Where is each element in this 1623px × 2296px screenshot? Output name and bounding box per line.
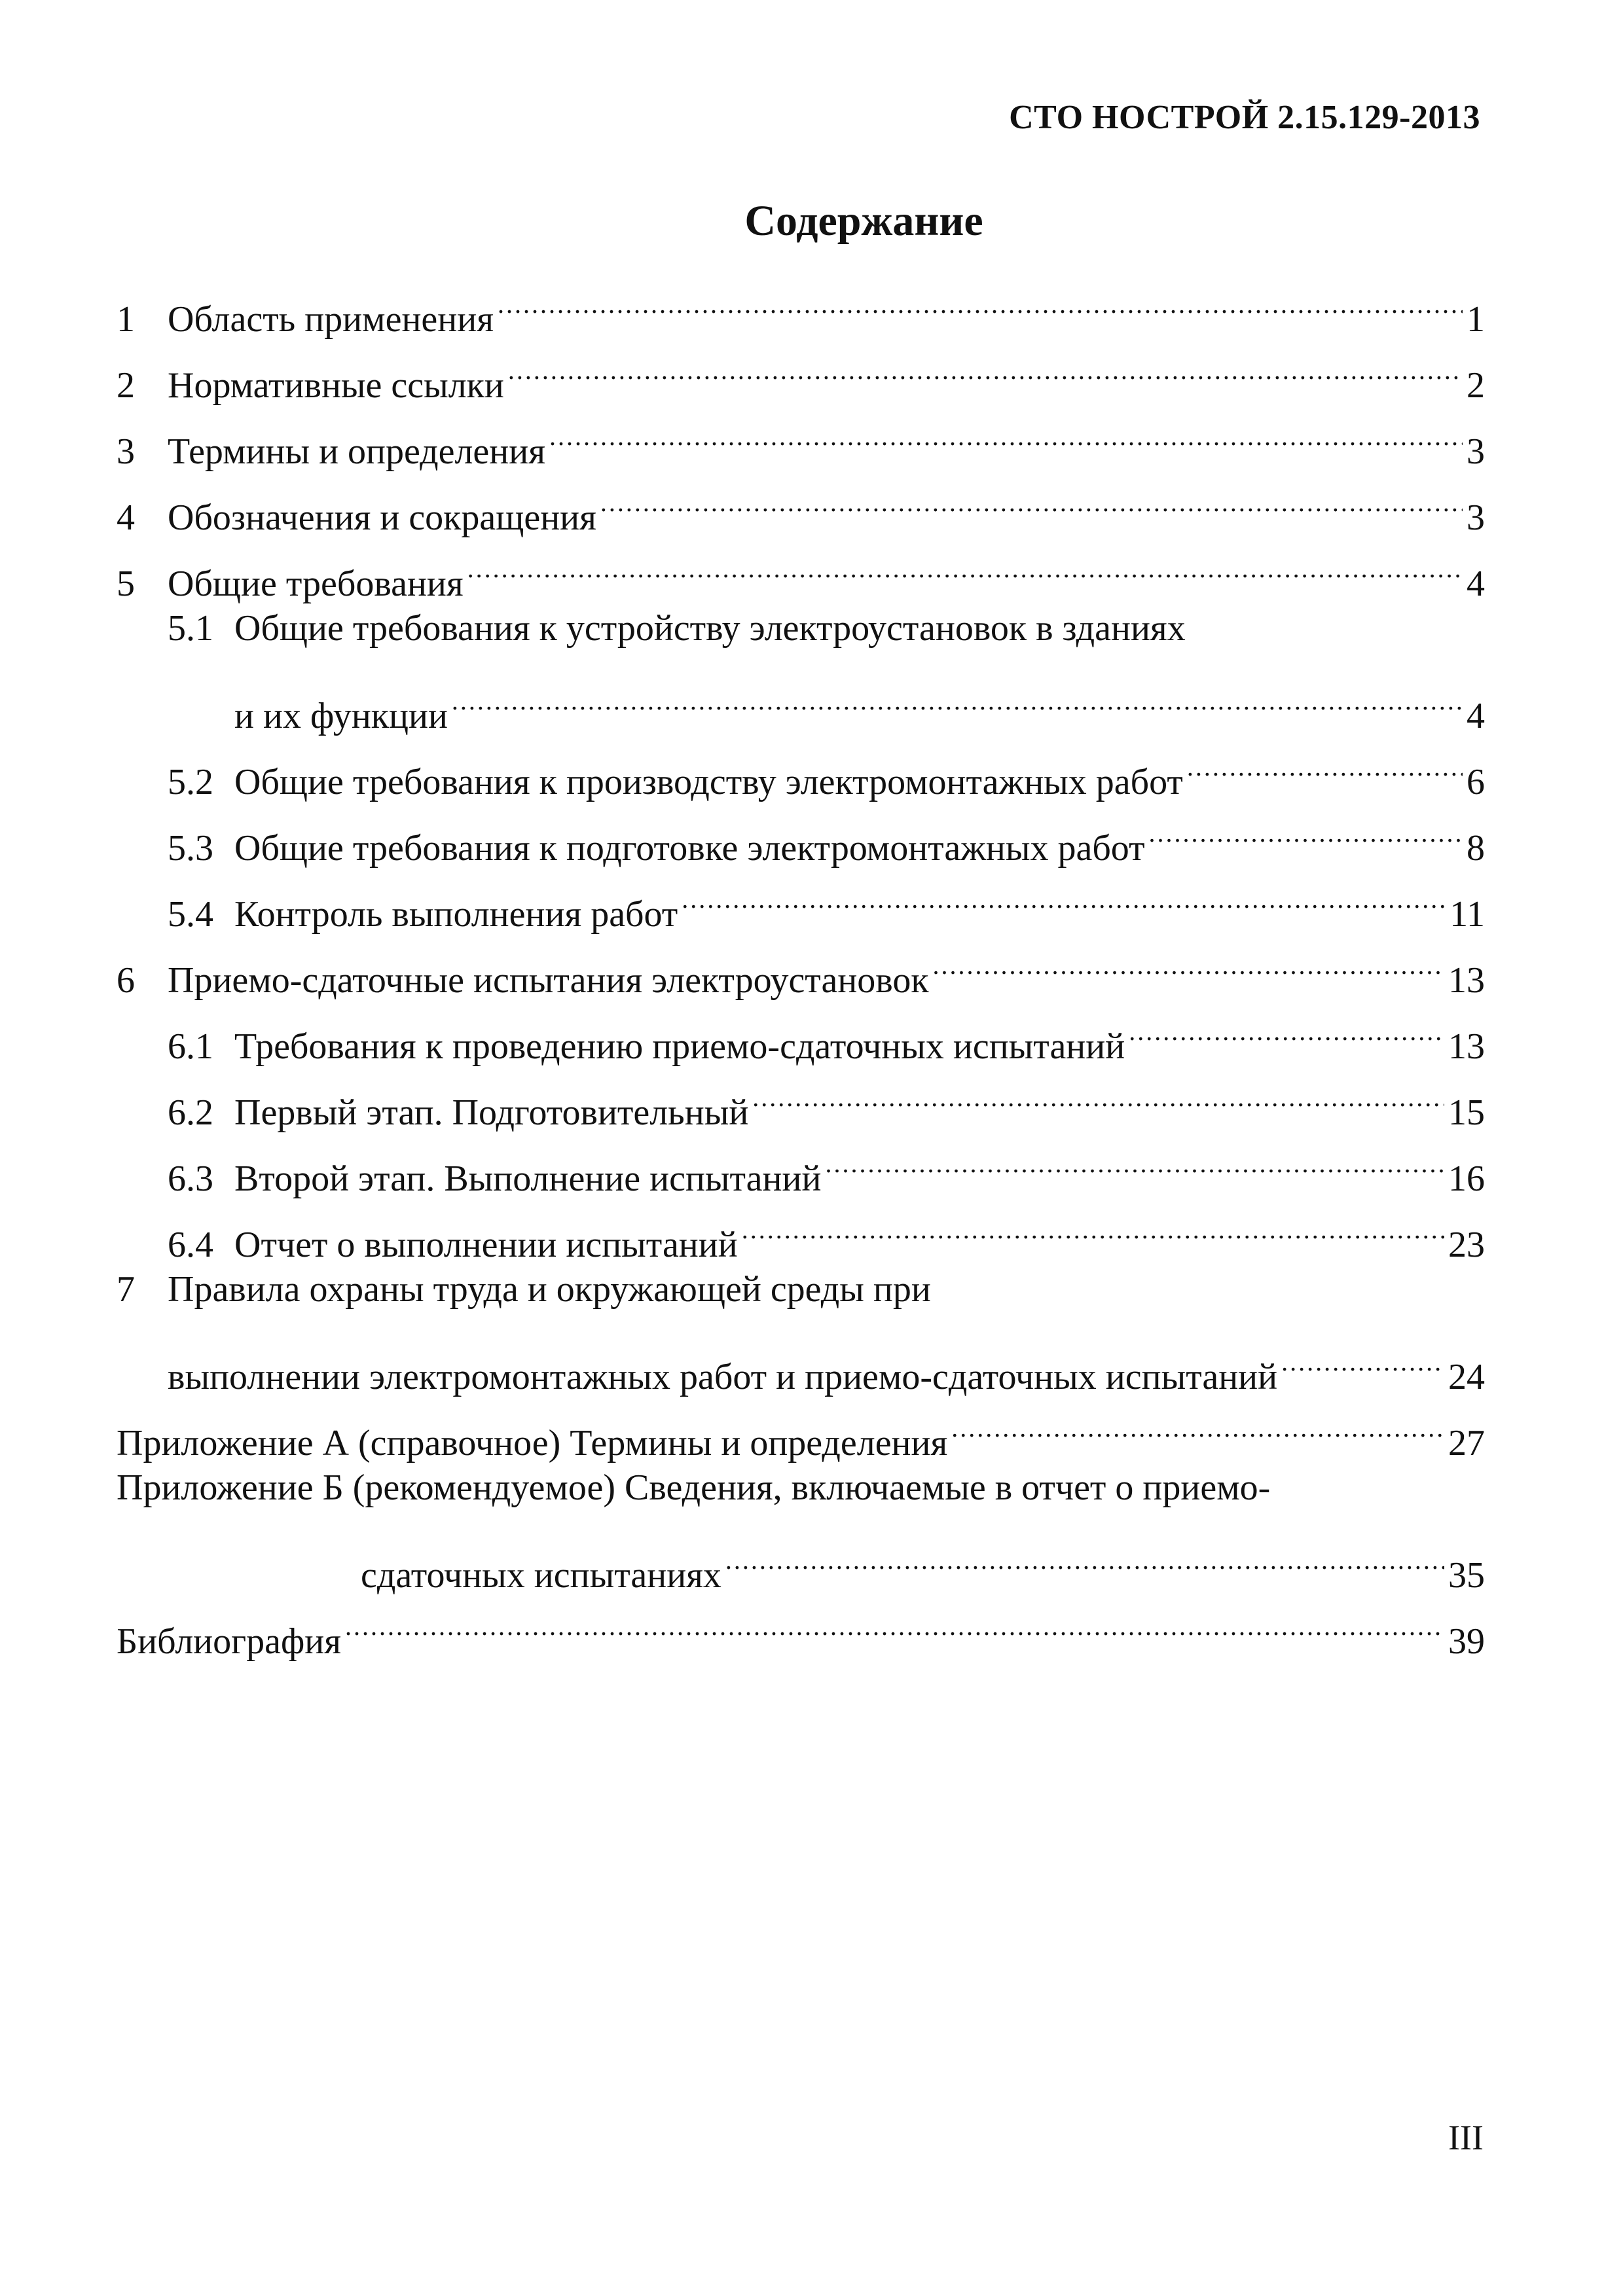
document-code-header: СТО НОСТРОЙ 2.15.129-2013 bbox=[1009, 99, 1480, 136]
dot-leader bbox=[467, 529, 1463, 596]
toc-entry-page: 2 bbox=[1467, 365, 1485, 406]
toc-entry-number: 4 bbox=[117, 497, 135, 538]
toc-entry-title: Общие требования к производству электромонтажных работ bbox=[234, 762, 1183, 802]
toc-entry-title: Первый этап. Подготовительный bbox=[234, 1092, 749, 1133]
toc-entry-page: 16 bbox=[1448, 1158, 1485, 1199]
dot-leader bbox=[452, 662, 1463, 728]
toc-entry[interactable] bbox=[117, 728, 1485, 802]
dot-leader bbox=[600, 463, 1463, 529]
toc-entry-title: Отчет о выполнении испытаний bbox=[234, 1225, 738, 1265]
toc-entry-title: Правила охраны труда и окружающей среды при bbox=[168, 1269, 931, 1310]
dot-leader bbox=[752, 1058, 1444, 1124]
toc-entry[interactable] bbox=[117, 1058, 1485, 1133]
toc-entry-title: Второй этап. Выполнение испытаний bbox=[234, 1158, 822, 1199]
toc-entry-page: 27 bbox=[1448, 1423, 1485, 1463]
toc-entry-page: 4 bbox=[1467, 696, 1485, 736]
toc-entry[interactable] bbox=[117, 926, 1485, 1001]
toc-entry-title: Общие требования bbox=[168, 564, 464, 604]
toc-entry-title: выполнении электромонтажных работ и приемо-сдаточных испытаний bbox=[168, 1357, 1278, 1397]
toc-entry[interactable] bbox=[117, 1191, 1485, 1265]
toc-entry-title: и их функции bbox=[234, 696, 448, 736]
toc-entry-title: Приложение Б (рекомендуемое) Сведения, включаемые в отчет о приемо- bbox=[117, 1467, 1271, 1508]
dot-leader bbox=[345, 1587, 1444, 1653]
toc-entry-number: 1 bbox=[117, 299, 135, 340]
toc-entry-number: 2 bbox=[117, 365, 135, 406]
dot-leader bbox=[1187, 728, 1463, 794]
toc-entry-title: Термины и определения bbox=[168, 431, 545, 472]
toc-entry[interactable] bbox=[117, 529, 1485, 604]
toc-entry-title: сдаточных испытаниях bbox=[361, 1555, 721, 1596]
toc-entry[interactable] bbox=[117, 1455, 1485, 1596]
toc-entry-page: 13 bbox=[1448, 960, 1485, 1001]
toc-entry[interactable] bbox=[117, 1257, 1485, 1397]
toc-entry[interactable] bbox=[117, 463, 1485, 538]
toc-entry-page: 8 bbox=[1467, 828, 1485, 869]
toc-entry-number: 6.2 bbox=[168, 1092, 213, 1133]
toc-entry[interactable] bbox=[117, 1587, 1485, 1662]
toc-entry-page: 35 bbox=[1448, 1555, 1485, 1596]
dot-leader bbox=[1149, 794, 1463, 860]
toc-entry-page: 39 bbox=[1448, 1621, 1485, 1662]
toc-entry[interactable] bbox=[117, 992, 1485, 1067]
dot-leader bbox=[825, 1124, 1444, 1191]
dot-leader bbox=[508, 331, 1463, 397]
toc-entry-number: 6.3 bbox=[168, 1158, 213, 1199]
page-number: III bbox=[1448, 2118, 1484, 2157]
toc-entry[interactable] bbox=[117, 1389, 1485, 1463]
dot-leader bbox=[725, 1521, 1444, 1587]
dot-leader bbox=[682, 860, 1446, 926]
dot-leader bbox=[933, 926, 1444, 992]
toc-entry-title: Нормативные ссылки bbox=[168, 365, 504, 406]
toc-entry-page: 11 bbox=[1450, 894, 1485, 935]
toc-entry-number: 6.4 bbox=[168, 1225, 213, 1265]
toc-entry-title: Требования к проведению приемо-сдаточных испытаний bbox=[234, 1026, 1125, 1067]
dot-leader bbox=[498, 265, 1463, 331]
dot-leader bbox=[951, 1389, 1444, 1455]
dot-leader bbox=[742, 1191, 1444, 1257]
toc-entry-page: 4 bbox=[1467, 564, 1485, 604]
toc-entry-number: 5.3 bbox=[168, 828, 213, 869]
toc-entry[interactable] bbox=[117, 1124, 1485, 1199]
toc-entry-number: 5.1 bbox=[168, 608, 213, 649]
toc-entry[interactable] bbox=[117, 331, 1485, 406]
toc-entry-page: 23 bbox=[1448, 1225, 1485, 1265]
toc-entry-number: 6.1 bbox=[168, 1026, 213, 1067]
toc-entry-title: Обозначения и сокращения bbox=[168, 497, 596, 538]
table-of-contents bbox=[117, 265, 1485, 1662]
toc-entry-number: 7 bbox=[117, 1269, 135, 1310]
toc-entry-title: Библиография bbox=[117, 1621, 341, 1662]
toc-entry-number: 6 bbox=[117, 960, 135, 1001]
dot-leader bbox=[549, 397, 1463, 463]
page-title: Содержание bbox=[744, 197, 983, 245]
dot-leader bbox=[1281, 1323, 1444, 1389]
dot-leader bbox=[1129, 992, 1444, 1058]
toc-entry-number: 5.2 bbox=[168, 762, 213, 802]
toc-entry-number: 3 bbox=[117, 431, 135, 472]
toc-entry-page: 15 bbox=[1448, 1092, 1485, 1133]
toc-entry-title: Общие требования к подготовке электромонтажных работ bbox=[234, 828, 1145, 869]
toc-entry-page: 24 bbox=[1448, 1357, 1485, 1397]
toc-entry-title: Приложение А (справочное) Термины и определения bbox=[117, 1423, 948, 1463]
toc-entry[interactable] bbox=[117, 596, 1485, 736]
toc-entry-title: Приемо-сдаточные испытания электроустановок bbox=[168, 960, 929, 1001]
toc-entry-page: 13 bbox=[1448, 1026, 1485, 1067]
toc-entry[interactable] bbox=[117, 794, 1485, 869]
toc-entry-title: Контроль выполнения работ bbox=[234, 894, 678, 935]
toc-entry-page: 3 bbox=[1467, 431, 1485, 472]
toc-entry[interactable] bbox=[117, 860, 1485, 935]
toc-entry-title: Общие требования к устройству электроустановок в зданиях bbox=[234, 608, 1186, 649]
toc-entry-page: 1 bbox=[1467, 299, 1485, 340]
toc-entry-page: 6 bbox=[1467, 762, 1485, 802]
toc-entry-number: 5 bbox=[117, 564, 135, 604]
toc-entry-page: 3 bbox=[1467, 497, 1485, 538]
toc-entry-title: Область применения bbox=[168, 299, 494, 340]
toc-entry[interactable] bbox=[117, 265, 1485, 340]
toc-entry[interactable] bbox=[117, 397, 1485, 472]
toc-entry-number: 5.4 bbox=[168, 894, 213, 935]
